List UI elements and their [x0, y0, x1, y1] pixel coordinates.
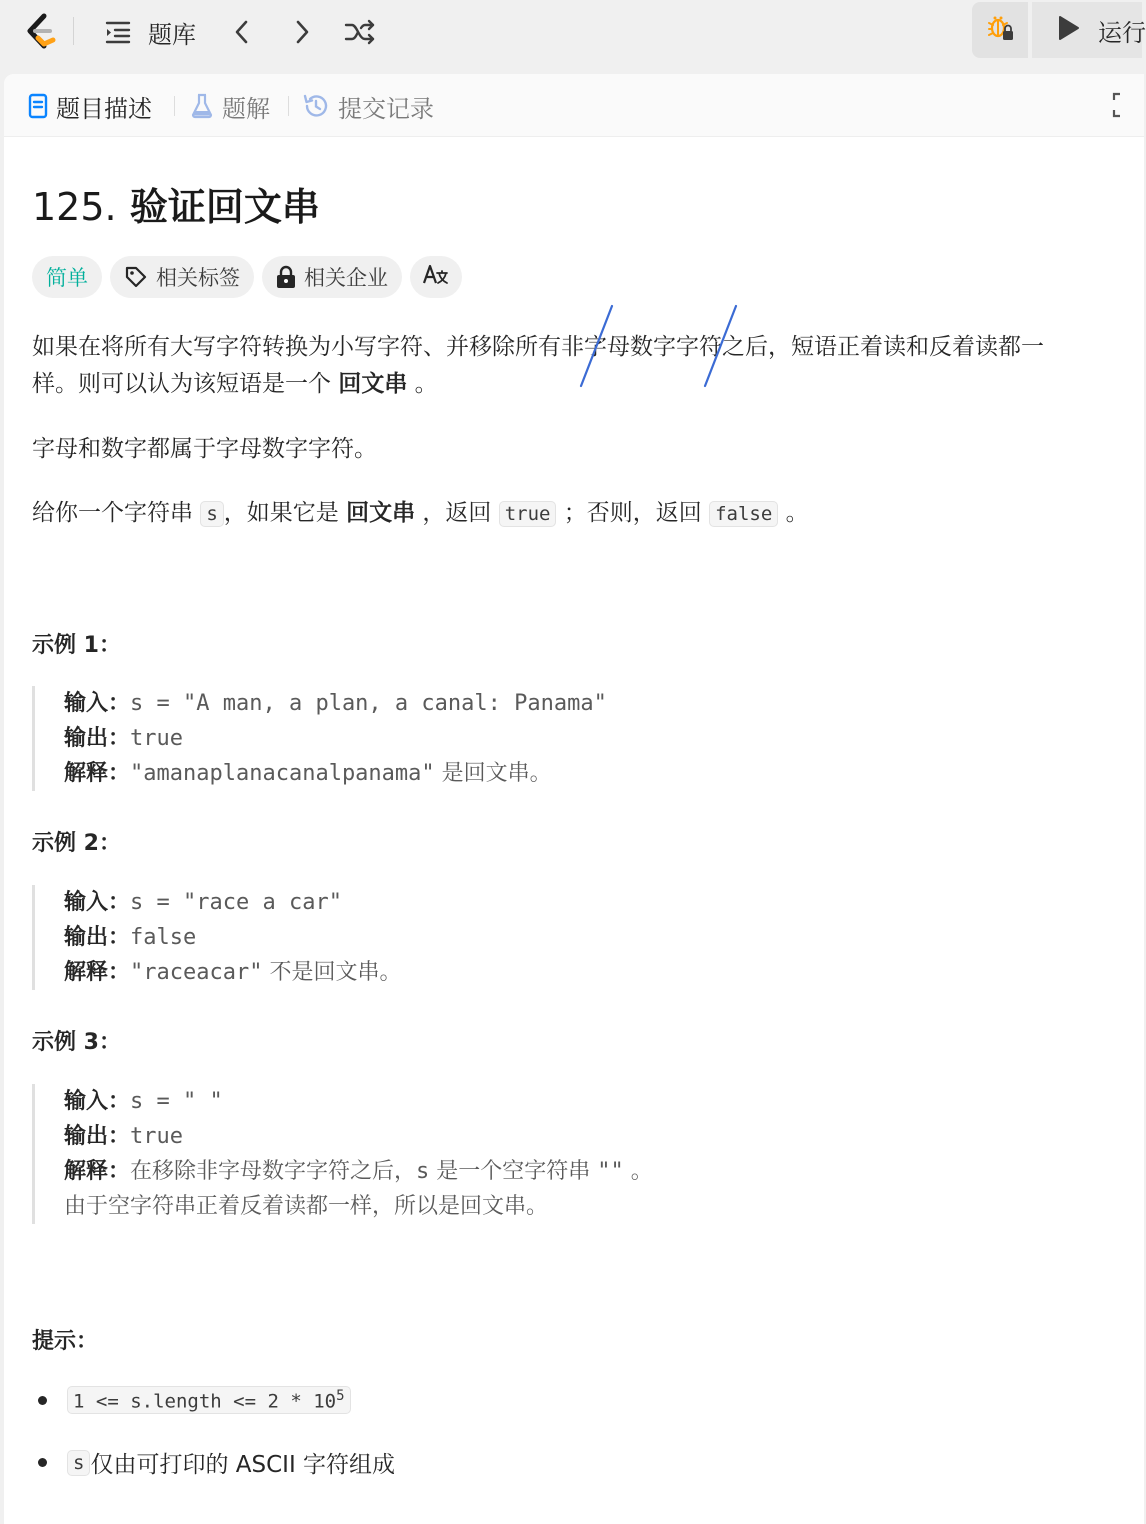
example-explain-line	[64, 756, 607, 791]
hint-item-2	[32, 1446, 395, 1479]
explain-code: s	[416, 1159, 430, 1184]
divider	[73, 17, 74, 45]
divider	[288, 96, 289, 116]
related-companies-button[interactable]	[262, 256, 402, 298]
example-2-block	[32, 885, 401, 990]
hint-text: 仅由可打印的 ASCII 字符组成	[90, 1452, 396, 1478]
run-button[interactable]	[1032, 2, 1146, 58]
difficulty-badge: 简单	[32, 256, 102, 298]
output-value: true	[130, 1124, 183, 1149]
description-paragraph-2: 字母和数字都属于字母数字字符。	[32, 436, 377, 462]
exponent: 5	[336, 1388, 345, 1404]
output-label: 输出：	[64, 1124, 131, 1149]
explain-text: 是回文串。	[434, 761, 552, 786]
pen-annotation-strokes	[578, 304, 758, 390]
explain-text: 不是回文串。	[262, 960, 402, 985]
chevron-left-icon	[230, 18, 254, 46]
tab-submissions-label: 提交记录	[338, 94, 434, 123]
shuffle-icon	[344, 18, 376, 46]
inline-code: s	[200, 501, 223, 527]
related-tags-label: 相关标签	[156, 266, 240, 290]
related-tags-button[interactable]	[110, 256, 254, 298]
hints-heading: 提示：	[32, 1329, 99, 1354]
panel-tab-bar	[4, 74, 1144, 137]
lock-icon	[276, 265, 296, 289]
problem-panel	[4, 74, 1144, 1524]
bullet-dot	[38, 1458, 47, 1467]
explain-text: 。	[623, 1159, 653, 1184]
explain-label: 解释：	[64, 761, 131, 786]
example-3-block	[32, 1084, 653, 1224]
example-output-line	[64, 920, 401, 955]
translate-icon	[422, 263, 450, 292]
example-explain-line	[64, 1154, 653, 1189]
explain-code: ""	[597, 1159, 624, 1184]
output-value: false	[130, 925, 197, 950]
problem-number: 125.	[32, 185, 117, 229]
bold-term: 回文串	[346, 500, 416, 526]
explain-code: "raceacar"	[130, 960, 263, 985]
input-value: s = " "	[130, 1089, 223, 1114]
example-output-line	[64, 721, 607, 756]
tag-icon	[124, 265, 148, 289]
description-text: ，如果它是	[223, 500, 347, 526]
related-companies-label: 相关企业	[304, 266, 388, 290]
inline-code: false	[709, 501, 778, 527]
input-label: 输入：	[64, 890, 131, 915]
top-navigation-bar	[0, 0, 1146, 64]
description-paragraph-1	[32, 328, 1044, 361]
fullscreen-icon[interactable]	[1112, 92, 1136, 122]
divider	[174, 96, 175, 116]
example-1-block	[32, 686, 607, 791]
hint-item-1	[32, 1386, 351, 1414]
explain-label: 解释：	[64, 960, 131, 985]
inline-code	[67, 1386, 351, 1414]
bullet-dot	[38, 1396, 47, 1405]
example-2-heading: 示例 2：	[32, 831, 121, 856]
explain-label: 解释：	[64, 1159, 131, 1184]
input-label: 输入：	[64, 691, 131, 716]
explain-text: 在移除非字母数字字符之后，	[130, 1159, 417, 1184]
description-text: 给你一个字符串	[32, 500, 201, 526]
example-3-heading: 示例 3：	[32, 1030, 121, 1055]
example-input-line	[64, 1084, 653, 1119]
history-icon	[302, 92, 330, 120]
problem-bank-button[interactable]	[104, 12, 196, 52]
description-text: 。	[407, 371, 438, 397]
tab-submissions[interactable]	[302, 88, 434, 124]
constraint-code: 1 <= s.length <= 2 * 10	[73, 1390, 337, 1413]
inline-code: true	[499, 501, 557, 527]
tab-solutions[interactable]	[190, 88, 270, 124]
run-label: 运行	[1098, 18, 1146, 47]
output-value: true	[130, 726, 183, 751]
output-label: 输出：	[64, 726, 131, 751]
list-icon	[104, 18, 132, 46]
flask-icon	[190, 93, 214, 119]
problem-bank-label: 题库	[148, 20, 196, 49]
description-paragraph-1-line-2	[32, 365, 438, 398]
next-problem-button[interactable]	[290, 12, 314, 52]
example-explain-line	[64, 955, 401, 990]
example-1-heading: 示例 1：	[32, 633, 121, 658]
explain-code: "amanaplanacanalpanama"	[130, 761, 435, 786]
tab-description[interactable]	[28, 88, 152, 124]
debug-lock-icon	[985, 13, 1015, 47]
description-paragraph-3	[32, 494, 809, 527]
description-text: 。	[778, 500, 809, 526]
input-label: 输入：	[64, 1089, 131, 1114]
example-explain-line-2	[64, 1189, 653, 1224]
play-icon	[1056, 15, 1080, 45]
previous-problem-button[interactable]	[230, 12, 254, 52]
leetcode-logo-icon[interactable]	[20, 10, 64, 54]
explain-text: 由于空字符串正着反着读都一样，所以是回文串。	[64, 1194, 549, 1219]
output-label: 输出：	[64, 925, 131, 950]
inline-code: s	[67, 1450, 90, 1476]
description-text: ；否则，返回	[556, 500, 710, 526]
chevron-right-icon	[290, 18, 314, 46]
description-text: 样。则可以认为该短语是一个	[32, 371, 339, 397]
input-value: s = "race a car"	[130, 890, 342, 915]
example-input-line	[64, 885, 401, 920]
description-text: ，返回	[415, 500, 499, 526]
translate-button[interactable]	[410, 256, 462, 298]
description-text: 如果在将所有大写字符转换为小写字符、并移除所有非字母数字字符之后，短语正着读和反着读都一	[32, 334, 1044, 360]
tab-description-label: 题目描述	[56, 94, 152, 123]
debug-button[interactable]	[972, 2, 1028, 58]
document-icon	[28, 93, 48, 119]
example-output-line	[64, 1119, 653, 1154]
input-value: s = "A man, a plan, a canal: Panama"	[130, 691, 607, 716]
explain-text: 是一个空字符串	[429, 1159, 598, 1184]
page-title	[32, 176, 320, 231]
tab-solutions-label: 题解	[222, 94, 270, 123]
problem-title: 验证回文串	[129, 185, 320, 229]
example-input-line	[64, 686, 607, 721]
bold-term: 回文串	[338, 371, 408, 397]
tag-row	[32, 256, 470, 298]
random-problem-button[interactable]	[344, 12, 376, 52]
